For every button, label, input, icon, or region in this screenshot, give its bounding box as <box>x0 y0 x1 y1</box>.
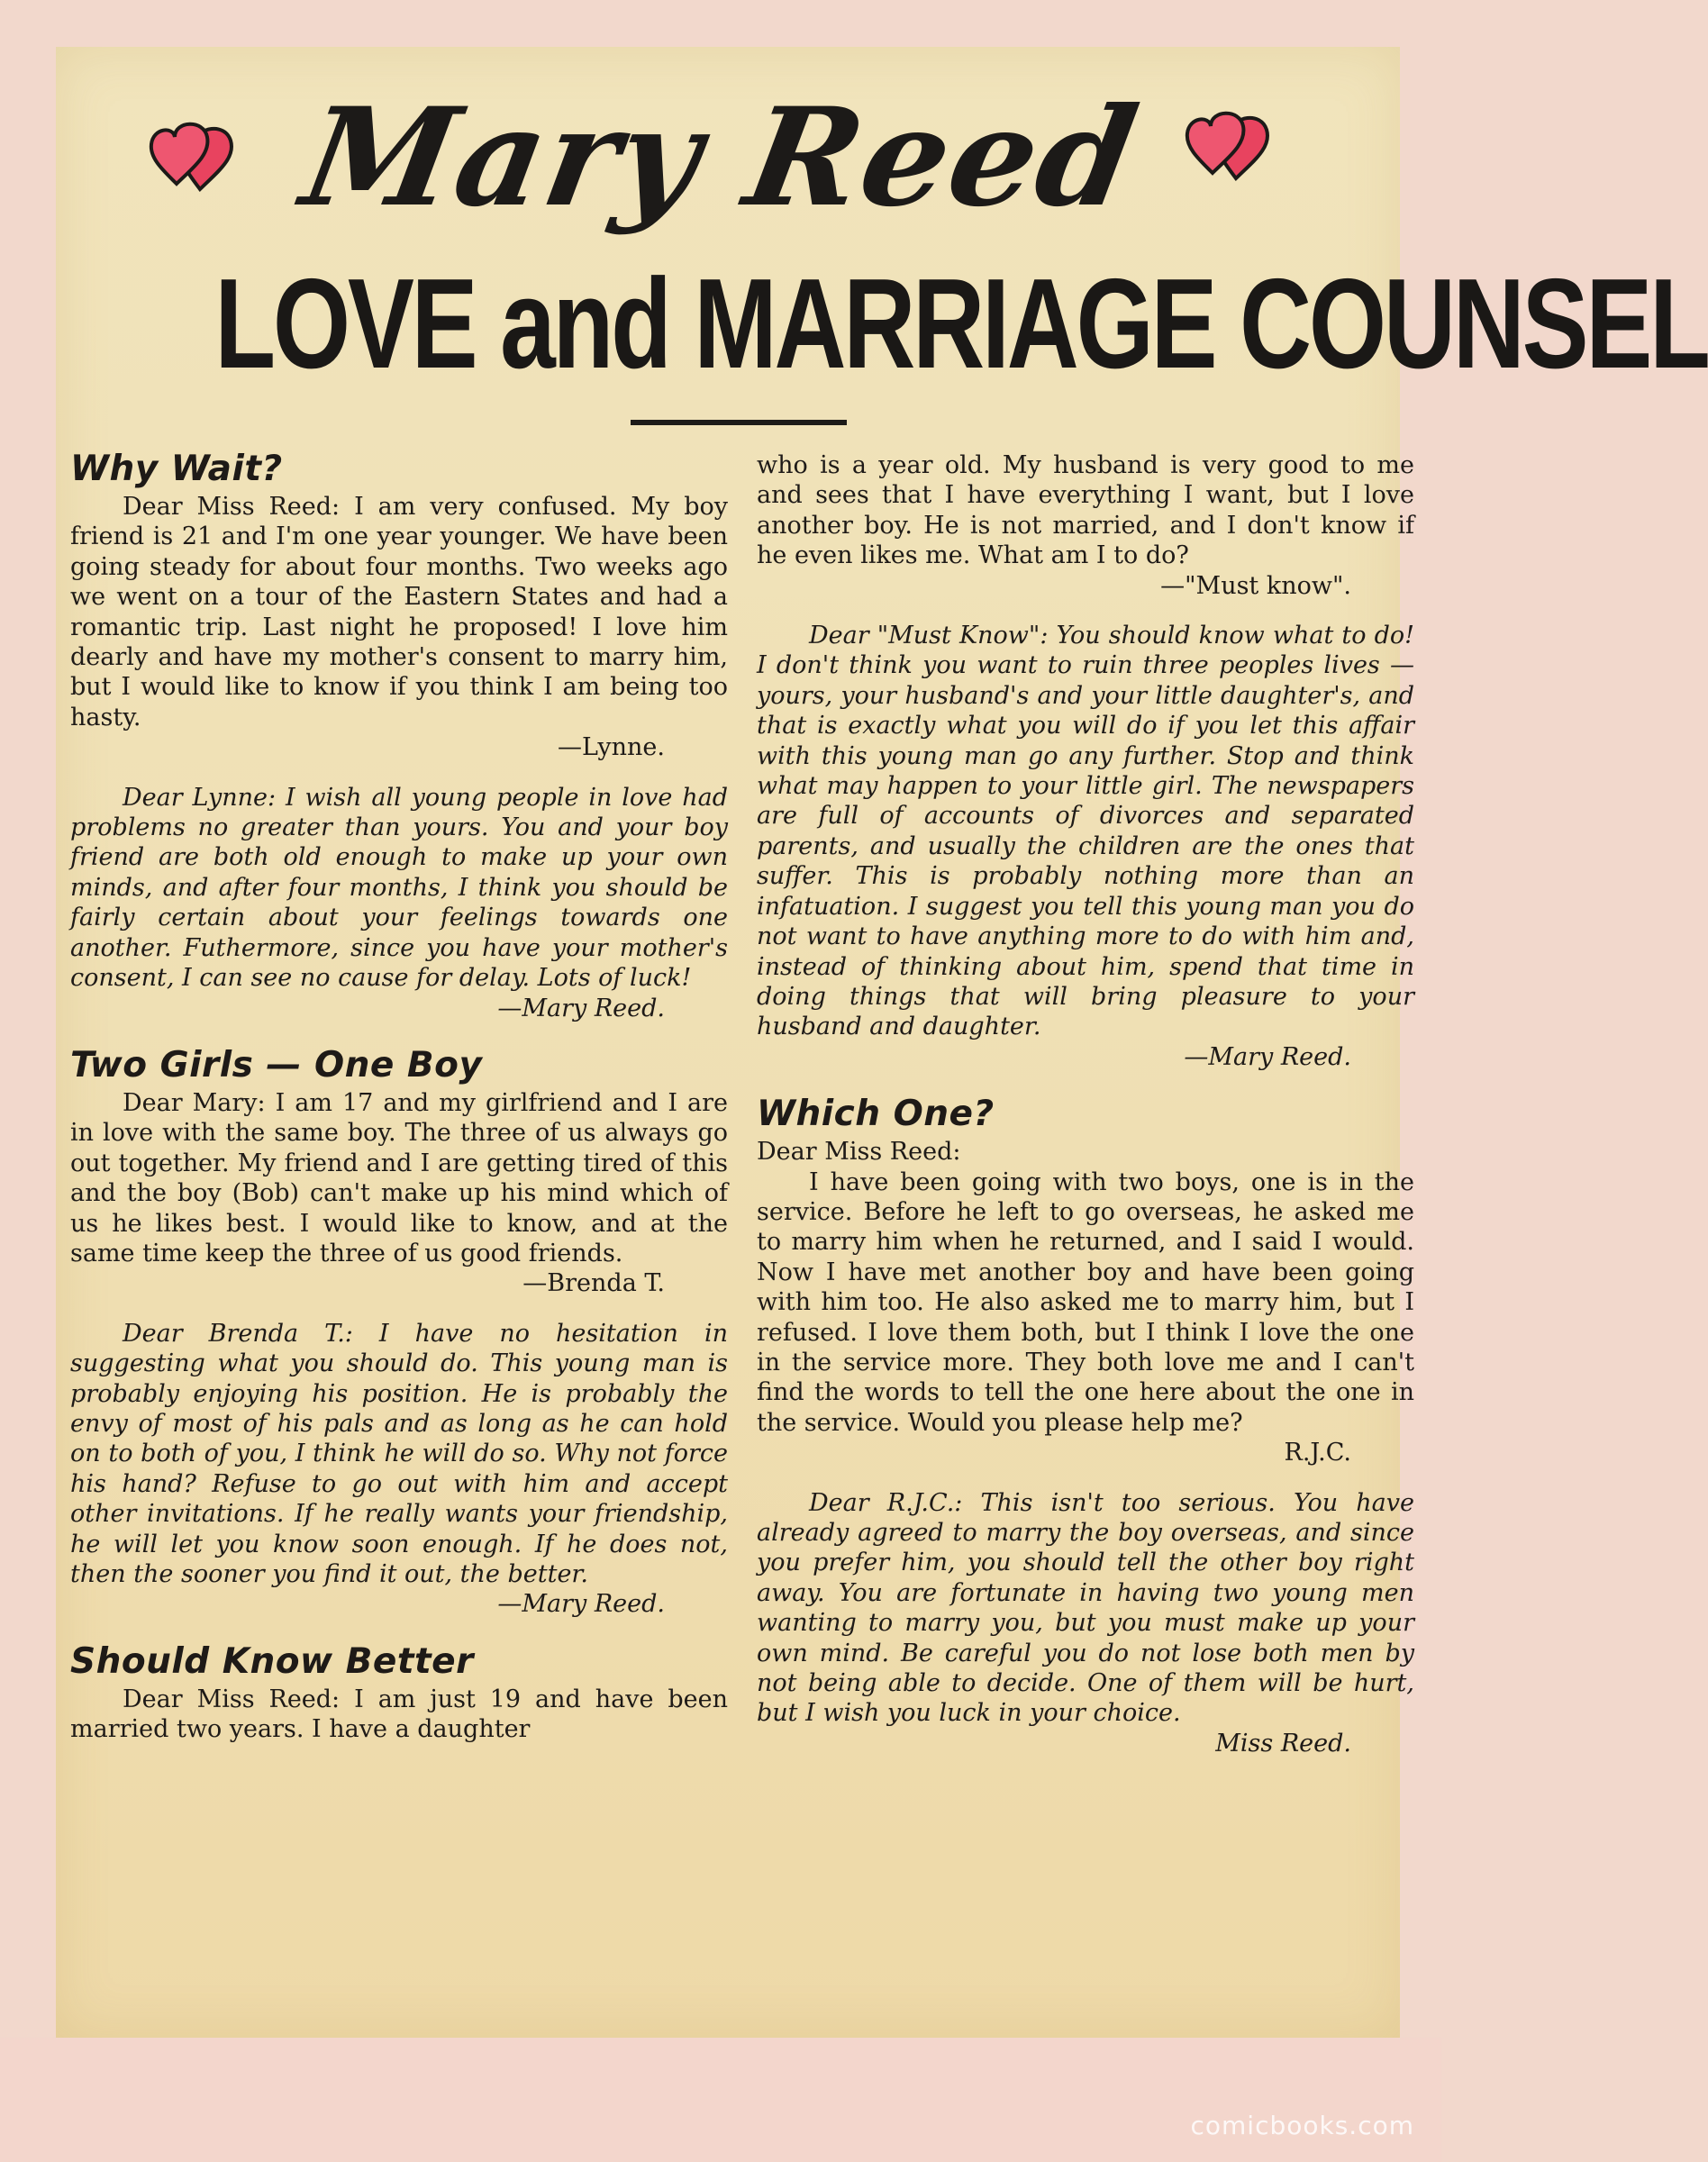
reply-rjc: Dear R.J.C.: This isn't too serious. You have already agreed to marry the boy overseas, and since you prefer him, you should tell the other boy right away. You are fortunate in having two young men wanting to marry you, but you must make up your own mind. Be careful you do not lose both men by not being able to decide. One of them will be hurt, but I wish you luck in your choice. <box>757 1488 1414 1728</box>
signature-mary-reed-3: —Mary Reed. <box>1184 1042 1351 1071</box>
letter-lynne: Dear Miss Reed: I am very confused. My boy friend is 21 and I'm one year younger. We have been going steady for about four months. Two weeks ago we went on a tour of the Eastern States and had a romantic trip. Last night he proposed! I love him dearly and have my mother's consent to marry him, but I would like to know if you think I am being too hasty. <box>70 493 728 731</box>
letter-must-know-end: who is a year old. My husband is very good to me and sees that I have everything I want, but I love another boy. He is not married, and I don't know if he even likes me. What am I to do? <box>757 451 1414 570</box>
letter-rjc: I have been going with two boys, one is in the service. Before he left to go overseas, he asked me to marry him when he returned, and I said I would. Now I have met another boy and have been going with him too. He also asked me to marry him, but I refused. I love them both, but I think I love the one in the service more. They both love me and I can't find the words to tell the one here about the one in the service. Would you please help me? <box>757 1167 1414 1437</box>
hearts-icon-right <box>1180 106 1279 187</box>
salutation-rjc: Dear Miss Reed: <box>757 1138 961 1167</box>
signature-mary-reed-1: —Mary Reed. <box>497 994 665 1022</box>
section-title-why-wait: Why Wait? <box>70 449 283 489</box>
section-title-two-girls: Two Girls — One Boy <box>70 1044 483 1086</box>
section-title-which-one: Which One? <box>757 1094 995 1135</box>
reply-brenda: Dear Brenda T.: I have no hesitation in suggesting what you should do. This young man is probably enjoying his position. He is probably the envy of most of his pals and as long as he can hold on to both of you, I think he will do so. Why not force his hand? Refuse to go out with him and accept other invitations. If he really wants your friendship, he will let you know soon enough. If he does not, then the sooner you find it out, the better. <box>70 1319 728 1588</box>
signature-miss-reed: Miss Reed. <box>1215 1729 1351 1758</box>
site-watermark: comicbooks.com <box>1190 2111 1414 2140</box>
reply-lynne: Dear Lynne: I wish all young people in love had problems no greater than yours. You and your boy friend are both old enough to make up your own minds, and after four months, I think you should be fairly certain about your feelings towards one another. Futhermore, since you have your mother's consent, I can see no cause for delay. Lots of luck! <box>70 783 728 993</box>
hearts-icon-left <box>144 117 243 198</box>
column-masthead-script: Mary Reed <box>292 78 1149 237</box>
signature-brenda: —Brenda T. <box>522 1269 665 1298</box>
letter-must-know-start: Dear Miss Reed: I am just 19 and have been married two years. I have a daughter <box>70 1685 728 1744</box>
section-title-should-know-better: Should Know Better <box>70 1640 474 1682</box>
reply-must-know: Dear "Must Know": You should know what to do! I don't think you want to ruin three peoples lives — yours, your husband's and your little daughter's, and that is exactly what you will do if you let this affair with this young man go any further. Stop and think what may happen to your little girl. The newspapers are full of accounts of divorces and separated parents, and usually the children are the ones that suffer. This is probably nothing more than an infatuation. I suggest you tell this young man you do not want to have anything more to do with him and, instead of thinking about him, spend that time in doing things that will bring pleasure to your husband and daughter. <box>757 622 1414 1041</box>
signature-must-know: —"Must know". <box>1160 571 1351 600</box>
letter-brenda: Dear Mary: I am 17 and my girlfriend and I are in love with the same boy. The three of us always go out together. My friend and I are getting tired of this and the boy (Bob) can't make up his mind which of us he likes best. I would like to know, and at the same time keep the three of us good friends. <box>70 1088 728 1267</box>
signature-rjc: R.J.C. <box>1284 1439 1351 1467</box>
page-margin <box>0 2038 1441 2162</box>
left-column <box>70 447 728 1745</box>
column-title: LOVE and MARRIAGE COUNSEL <box>214 252 1708 395</box>
signature-mary-reed-2: —Mary Reed. <box>497 1590 665 1619</box>
title-divider <box>631 420 847 425</box>
signature-lynne: —Lynne. <box>557 733 665 762</box>
right-column <box>757 450 1414 1758</box>
